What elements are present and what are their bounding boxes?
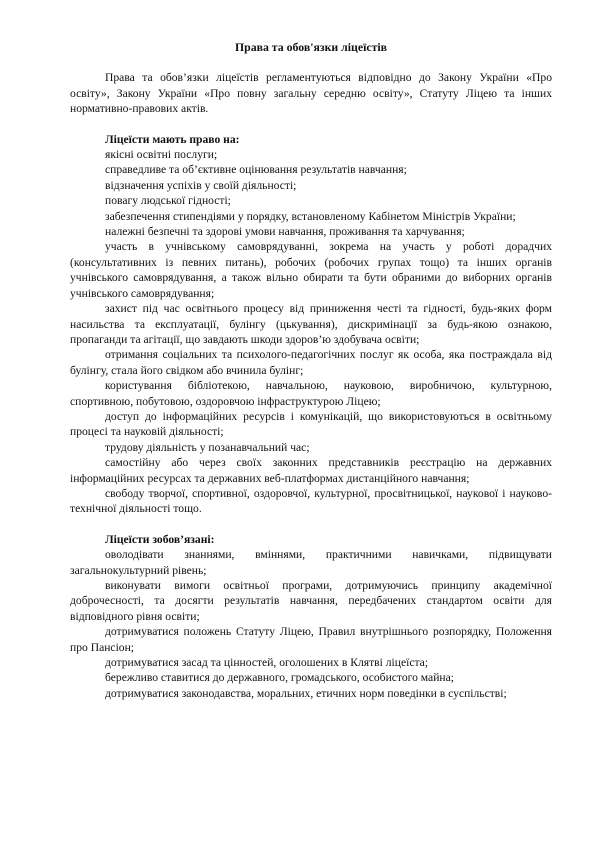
list-item: забезпечення стипендіями у порядку, встановленому Кабінетом Міністрів України; bbox=[105, 209, 516, 223]
list-item: дотримуватися засад та цінностей, оголошених в Клятві ліцеїста; bbox=[105, 656, 429, 670]
list-item: участь в учнівському самоврядуванні, зокрема на участь у роботі дорадчих (консультативних із певних питань), робочих (робочих групах тощо) та інших органів учнівського самоврядування, а також вільно обирати та бути обраними до виборних органів учнівського самоврядування; bbox=[70, 240, 552, 300]
list-item: самостійну або через своїх законних представників реєстрацію на державних інформаційних ресурсах та державних веб-платформах дистанційного навчання; bbox=[70, 456, 552, 485]
document-page bbox=[70, 40, 552, 701]
list-item: бережливо ставитися до державного, громадського, особистого майна; bbox=[105, 671, 454, 685]
list-item: захист під час освітнього процесу від приниження честі та гідності, будь-яких форм насильства та експлуатації, булінгу (цькування), дискримінації за будь-якою ознакою, пропаганди та агітації, що завдають шкоди здоров’ю здобувача освіти; bbox=[70, 302, 552, 346]
page-title: Права та обов'язки ліцеїстів bbox=[234, 40, 388, 54]
list-item: відзначення успіхів у своїй діяльності; bbox=[105, 178, 297, 192]
list-item: дотримуватися положень Статуту Ліцею, Правил внутрішнього розпорядку, Положення про Пансіон; bbox=[70, 625, 552, 654]
list-item: повагу людської гідності; bbox=[105, 194, 231, 208]
list-item: виконувати вимоги освітньої програми, дотримуючись принципу академічної доброчесності, та досягти результатів навчання, передбачених стандартом освіти для відповідного рівня освіти; bbox=[70, 579, 552, 623]
list-item: якісні освітні послуги; bbox=[105, 148, 218, 162]
duties-list bbox=[70, 547, 552, 701]
duties-heading: Ліцеїсти зобов’язані: bbox=[105, 532, 215, 546]
rights-list bbox=[70, 147, 552, 517]
list-item: трудову діяльність у позанавчальний час; bbox=[105, 440, 310, 454]
list-item: користування бібліотекою, навчальною, науковою, виробничою, культурною, спортивною, побутовою, оздоровчою інфраструктурою Ліцею; bbox=[70, 379, 552, 408]
list-item: свободу творчої, спортивної, оздоровчої, культурної, просвітницької, наукової і науково-технічної діяльності тощо. bbox=[70, 486, 552, 516]
rights-heading: Ліцеїсти мають право на: bbox=[105, 132, 240, 146]
list-item: оволодівати знаннями, вміннями, практичними навичками, підвищувати загальнокультурний рівень; bbox=[70, 548, 552, 577]
intro-paragraph: Права та обов’язки ліцеїстів регламентуються відповідно до Закону України «Про освіту», Закону України «Про повну загальну середню освіту», Статуту Ліцею та інших нормативно-правових актів. bbox=[70, 71, 552, 116]
list-item: доступ до інформаційних ресурсів і комунікацій, що використовуються в освітньому процесі та науковій діяльності; bbox=[70, 409, 552, 439]
list-item: дотримуватися законодавства, моральних, етичних норм поведінки в суспільстві; bbox=[105, 686, 507, 700]
list-item: отримання соціальних та психолого-педагогічних послуг як особа, яка постраждала від булінгу, стала його свідком або вчинила булінг; bbox=[70, 348, 552, 377]
list-item: справедливе та об’єктивне оцінювання результатів навчання; bbox=[105, 163, 407, 177]
list-item: належні безпечні та здорові умови навчання, проживання та харчування; bbox=[105, 225, 465, 239]
